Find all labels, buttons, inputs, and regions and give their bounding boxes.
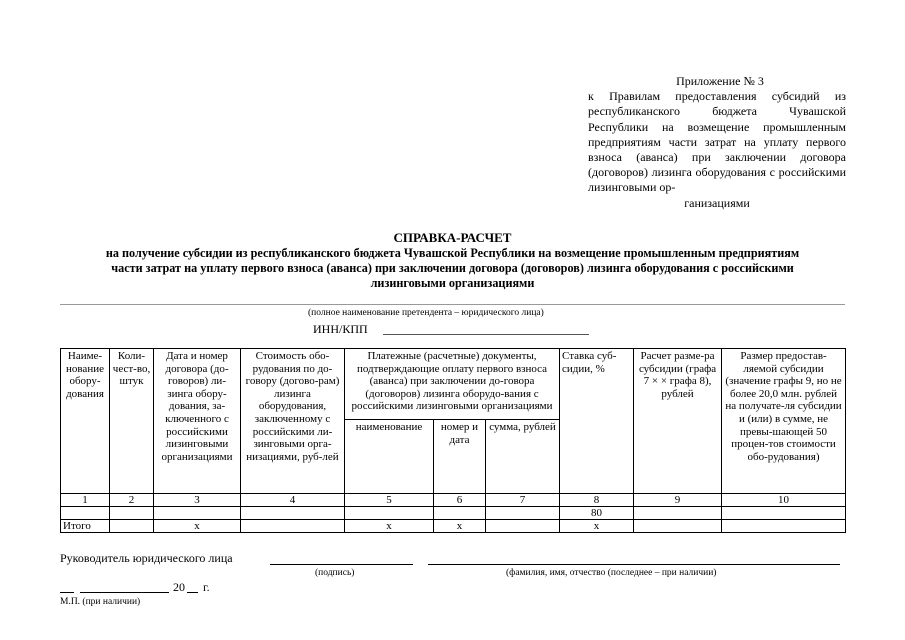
document-title: СПРАВКА-РАСЧЕТ [393,230,512,245]
date-year-line[interactable] [187,592,198,593]
total-row [61,520,846,533]
total-cell[interactable] [486,520,560,533]
header-payment-documents: Платежные (расчетные) документы, подтверждающие оплату первого взноса (аванса) при заключении до-говора (договоров) лизинга оборудо-вания с российскими лизинговыми организациями [345,349,560,420]
total-cell[interactable] [241,520,345,533]
table-cell[interactable] [154,507,241,520]
table-cell[interactable] [61,507,110,520]
column-number: 1 [61,494,110,507]
appendix-block [588,74,846,211]
applicant-name-line[interactable] [60,304,845,305]
header-quantity: Коли-чест-во, штук [110,349,154,494]
column-number: 2 [110,494,154,507]
header-doc-number-date: номер и дата [434,420,486,494]
stamp-label: М.П. (при наличии) [60,597,141,607]
date-year-suffix: г. [203,580,210,594]
total-cell[interactable] [634,520,722,533]
column-number: 9 [634,494,722,507]
full-name-caption: (фамилия, имя, отчество (последнее – при наличии) [506,568,717,578]
table-row [61,507,846,520]
header-equipment-cost: Стоимость обо-рудования по до-говору (догово-рам) лизинга оборудования, заключенному с российскими ли-зинговыми орга-низациями, руб-лей [241,349,345,494]
total-cell: x [345,520,434,533]
inn-line[interactable] [383,334,589,335]
header-doc-sum: сумма, рублей [486,420,560,494]
date-month-line[interactable] [80,592,169,593]
header-subsidy-amount: Размер предостав-ляемой субсидии (значение графы 9, но не более 20,0 млн. рублей на получате-ля субсидии и (или) в сумме, не превы-шающей 50 процен-тов стоимости обо-рудования) [722,349,846,494]
column-number: 8 [560,494,634,507]
appendix-text: к Правилам предоставления субсидий из республиканского бюджета Чувашской Республики на возмещение промышленным предприятиям части затрат на уплату первого взноса (аванса) при заключении договора (договоров) лизинга оборудования с российскими лизинговыми ор- [588,89,846,195]
document-subtitle: на получение субсидии из республиканского бюджета Чувашской Республики на возмещение промышленным предприятиям части затрат на уплату первого взноса (аванса) при заключении договора (договоров) лизинга оборудования с российскими лизинговыми организациями [105,246,800,290]
header-equipment-name: Наиме-нование обору-дования [61,349,110,494]
table-cell[interactable] [486,507,560,520]
signature-caption: (подпись) [315,568,355,578]
total-label: Итого [61,520,110,533]
column-number: 10 [722,494,846,507]
table-cell[interactable] [722,507,846,520]
table-cell[interactable] [241,507,345,520]
appendix-number: Приложение № 3 [676,74,764,88]
appendix-text-end: ганизациями [684,195,750,210]
table-cell[interactable]: 80 [560,507,634,520]
date-day-line[interactable] [60,592,74,593]
header-subsidy-rate: Ставка суб-сидии, % [560,349,634,494]
calculation-table [60,348,846,533]
total-cell: x [154,520,241,533]
table-cell[interactable] [634,507,722,520]
column-number: 5 [345,494,434,507]
total-cell: x [560,520,634,533]
column-number: 4 [241,494,345,507]
inn-label: ИНН/КПП [313,322,368,336]
total-cell: x [434,520,486,533]
signature-line[interactable] [270,564,413,565]
column-numbers-row [61,494,846,507]
total-cell[interactable] [110,520,154,533]
header-contract-date-number: Дата и номер договора (до-говоров) ли-зинга обору-дования, за-ключенного с российскими лизинговыми организациями [154,349,241,494]
column-number: 3 [154,494,241,507]
applicant-caption: (полное наименование претендента – юридического лица) [308,308,544,318]
header-subsidy-calculation: Расчет разме-ра субсидии (графа 7 × × графа 8), рублей [634,349,722,494]
column-number: 7 [486,494,560,507]
header-doc-name: наименование [345,420,434,494]
total-cell[interactable] [722,520,846,533]
table-cell[interactable] [434,507,486,520]
head-label: Руководитель юридического лица [60,551,233,565]
date-year-prefix: 20 [173,580,185,594]
full-name-line[interactable] [428,564,840,565]
column-number: 6 [434,494,486,507]
table-cell[interactable] [345,507,434,520]
table-cell[interactable] [110,507,154,520]
